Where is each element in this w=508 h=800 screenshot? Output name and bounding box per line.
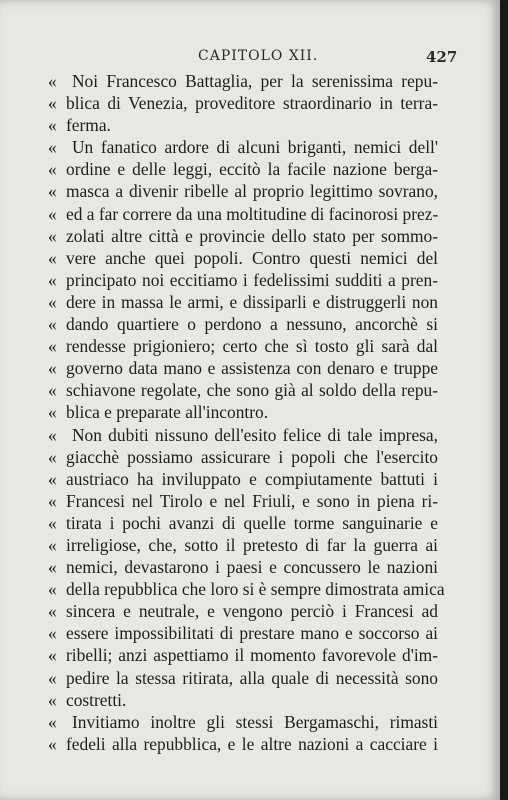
quote-mark: « bbox=[48, 689, 57, 710]
quote-mark: « bbox=[48, 468, 57, 489]
quote-mark: « bbox=[48, 424, 57, 445]
line-text: blica e preparate all'incontro. bbox=[66, 402, 269, 423]
quote-mark: « bbox=[48, 93, 57, 114]
text-line bbox=[48, 446, 438, 468]
quote-mark: « bbox=[48, 402, 57, 423]
quote-mark: « bbox=[48, 181, 57, 202]
quote-mark: « bbox=[48, 645, 57, 666]
text-line bbox=[48, 622, 438, 644]
line-text: tirata i pochi avanzi di quelle torme sanguinarie e bbox=[66, 512, 438, 533]
quote-mark: « bbox=[48, 623, 57, 644]
text-line bbox=[48, 733, 438, 755]
text-line bbox=[48, 468, 438, 490]
line-text: ribelli; anzi aspettiamo il momento favorevole d'im- bbox=[66, 645, 438, 666]
line-text: sincera e neutrale, e vengono perciò i Francesi ad bbox=[66, 601, 438, 622]
line-text: Invitiamo inoltre gli stessi Bergamaschi, rimasti bbox=[72, 711, 438, 732]
text-line bbox=[48, 291, 438, 313]
text-line bbox=[48, 689, 438, 711]
quote-mark: « bbox=[48, 601, 57, 622]
quote-mark: « bbox=[48, 534, 57, 555]
quote-mark: « bbox=[48, 203, 57, 224]
line-text: fedeli alla repubblica, e le altre nazioni a cacciare i bbox=[66, 733, 438, 754]
text-line bbox=[48, 534, 438, 556]
quote-mark: « bbox=[48, 137, 57, 158]
text-line bbox=[48, 114, 438, 136]
quote-mark: « bbox=[48, 733, 57, 754]
quote-mark: « bbox=[48, 358, 57, 379]
line-text: Un fanatico ardore di alcuni briganti, nemici dell' bbox=[72, 137, 438, 158]
quote-mark: « bbox=[48, 711, 57, 732]
text-line bbox=[48, 357, 438, 379]
line-text: pedire la stessa ritirata, alla quale di necessità sono bbox=[66, 667, 438, 688]
line-text: della repubblica che loro si è sempre dimostrata amica bbox=[66, 579, 445, 600]
line-text: blica di Venezia, proveditore straordinario in terra- bbox=[66, 93, 438, 114]
line-text: nemici, devastarono i paesi e concussero le nazioni bbox=[66, 557, 438, 578]
text-line bbox=[48, 158, 438, 180]
quote-mark: « bbox=[48, 115, 57, 136]
line-text: austriaco ha inviluppato e compiutamente battuti i bbox=[66, 468, 438, 489]
quote-mark: « bbox=[48, 490, 57, 511]
text-line bbox=[48, 644, 438, 666]
quote-mark: « bbox=[48, 512, 57, 533]
text-line bbox=[48, 667, 438, 689]
text-line bbox=[48, 600, 438, 622]
quote-mark: « bbox=[48, 269, 57, 290]
running-header bbox=[0, 46, 500, 70]
text-line bbox=[48, 180, 438, 202]
text-line bbox=[48, 269, 438, 291]
text-line bbox=[48, 490, 438, 512]
line-text: Noi Francesco Battaglia, per la serenissima repu- bbox=[72, 71, 438, 91]
quote-mark: « bbox=[48, 159, 57, 180]
quote-mark: « bbox=[48, 579, 57, 600]
line-text: vere anche quei popoli. Contro questi nemici del bbox=[66, 247, 438, 268]
quote-mark: « bbox=[48, 336, 57, 357]
line-text: ferma. bbox=[66, 115, 111, 136]
chapter-title: CAPITOLO XII. bbox=[198, 48, 319, 64]
text-line bbox=[48, 225, 438, 247]
line-text: governo data mano e assistenza con denaro e truppe bbox=[66, 358, 438, 379]
line-text: masca a divenir ribelle al proprio legittimo sovrano, bbox=[66, 181, 438, 202]
quote-mark: « bbox=[48, 291, 57, 312]
quote-mark: « bbox=[48, 225, 57, 246]
text-line bbox=[48, 335, 438, 357]
text-line bbox=[48, 313, 438, 335]
text-line bbox=[48, 379, 438, 401]
line-text: schiavone regolate, che sono già al soldo della repu- bbox=[66, 380, 438, 401]
quote-mark: « bbox=[48, 667, 57, 688]
text-line bbox=[48, 247, 438, 269]
text-line bbox=[48, 556, 438, 578]
text-line bbox=[48, 70, 438, 92]
quote-mark: « bbox=[48, 446, 57, 467]
quote-mark: « bbox=[48, 247, 57, 268]
body-text bbox=[48, 70, 445, 755]
quote-mark: « bbox=[48, 71, 57, 91]
line-text: essere impossibilitati di prestare mano e soccorso ai bbox=[66, 623, 438, 644]
line-text: dando quartiere o perdono a nessuno, ancorchè si bbox=[66, 314, 438, 335]
text-line bbox=[48, 512, 438, 534]
line-text: irreligiose, che, sotto il pretesto di far la guerra ai bbox=[66, 534, 438, 555]
line-text: principato noi eccitiamo i fedelissimi sudditi a pren- bbox=[66, 269, 438, 290]
page-number: 427 bbox=[426, 48, 458, 66]
text-line bbox=[48, 203, 438, 225]
line-text: costretti. bbox=[66, 689, 127, 710]
quote-mark: « bbox=[48, 380, 57, 401]
line-text: ed a far correre da una moltitudine di facinorosi prez- bbox=[66, 203, 439, 224]
line-text: Non dubiti nissuno dell'esito felice di tale impresa, bbox=[72, 424, 438, 445]
line-text: dere in massa le armi, e dissiparli e distruggerli non bbox=[66, 291, 438, 312]
text-line bbox=[48, 424, 438, 446]
text-line bbox=[48, 711, 438, 733]
text-line bbox=[48, 401, 438, 423]
line-text: zolati altre città e provincie dello stato per sommo- bbox=[66, 225, 438, 246]
line-text: giacchè possiamo assicurare i popoli che l'esercito bbox=[66, 446, 438, 467]
text-line bbox=[48, 136, 438, 158]
text-line bbox=[48, 578, 445, 600]
quote-mark: « bbox=[48, 314, 57, 335]
line-text: ordine e delle leggi, eccitò la facile nazione berga- bbox=[66, 159, 438, 180]
line-text: Francesi nel Tirolo e nel Friuli, e sono in piena ri- bbox=[66, 490, 438, 511]
quote-mark: « bbox=[48, 557, 57, 578]
line-text: rendesse prigioniero; certo che sì tosto gli sarà dal bbox=[66, 336, 438, 357]
text-line bbox=[48, 92, 438, 114]
